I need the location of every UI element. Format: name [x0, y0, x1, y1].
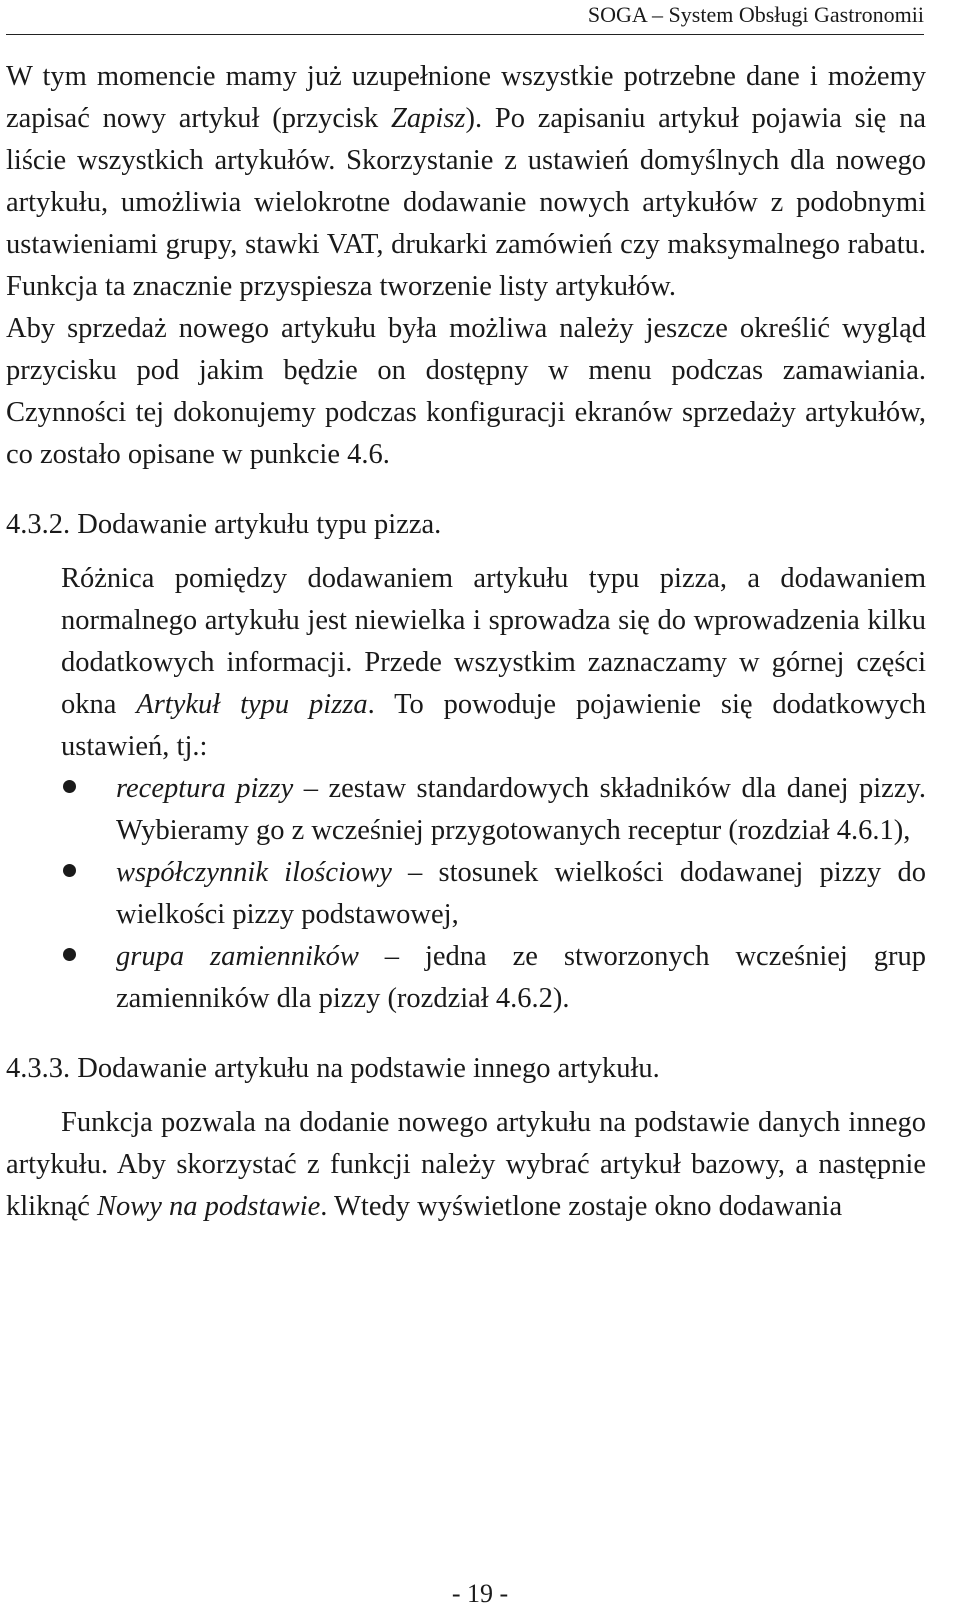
- section-heading-pizza: 4.3.2. Dodawanie artykułu typu pizza.: [6, 509, 442, 540]
- page-footer: [0, 1578, 960, 1610]
- running-header: [588, 0, 924, 30]
- bullet-icon: [63, 864, 76, 877]
- list-item: [61, 936, 926, 1020]
- list-item-text: – jedna ze stworzonych wcześniej grup zamienników dla pizzy (rozdział 4.6.2).: [116, 941, 926, 1014]
- paragraph-pizza-intro: [61, 558, 926, 768]
- para1-text-end: ). Po zapisaniu artykuł pojawia się na liście wszystkich artykułów. Skorzystanie z ustawień domyślnych dla nowego artykułu, umożliwia wielokrotne dodawanie nowych artykułów z podobnymi ustawieniami grupy, stawki VAT, drukarki zamówień czy maksymalnego rabatu. Funkcja ta znacznie przyspiesza tworzenie listy artykułów.: [6, 103, 926, 302]
- list-item: [61, 852, 926, 936]
- list-item-text: – stosunek wielkości dodawanej pizzy do wielkości pizzy podstawowej,: [116, 857, 926, 930]
- bullet-icon: [63, 780, 76, 793]
- list-item-term: grupa zamienników: [116, 941, 359, 972]
- new-based-on-reference: Nowy na podstawie: [97, 1191, 321, 1222]
- header-title: SOGA – System Obsługi Gastronomii: [587, 2, 924, 27]
- based-on-text-end: . Wtedy wyświetlone zostaje okno dodawania: [320, 1191, 843, 1222]
- paragraph-sale-button: Aby sprzedaż nowego artykułu była możliwa należy jeszcze określić wygląd przycisku pod jakim będzie on dostępny w menu podczas zamawiania. Czynności tej dokonujemy podczas konfiguracji ekranów sprzedaży artykułów, co zostało opisane w punkcie 4.6.: [6, 313, 926, 470]
- bullet-icon: [63, 948, 76, 961]
- list-item-term: receptura pizzy: [116, 773, 294, 804]
- page-number: - 19 -: [451, 1579, 509, 1608]
- list-item: [61, 768, 926, 852]
- pizza-intro-start: Różnica pomiędzy dodawaniem artykułu typu pizza, a dodawaniem normalnego artykułu jest niewielka i sprowadza się do wprowadzenia kilku dodatkowych informacji. Przede wszystkim zaznaczamy w górnej części okna: [61, 563, 926, 720]
- pizza-option-reference: Artykuł typu pizza: [136, 689, 368, 720]
- paragraph-based-on: [6, 1102, 926, 1228]
- section-heading-based-on: 4.3.3. Dodawanie artykułu na podstawie innego artykułu.: [6, 1053, 660, 1084]
- list-item-term: współczynnik ilościowy: [116, 857, 392, 888]
- header-rule: [6, 34, 924, 35]
- pizza-settings-list: [61, 768, 926, 1020]
- pizza-intro-end: . To powoduje pojawienie się dodatkowych ustawień, tj.:: [61, 689, 926, 762]
- page-content: [6, 56, 926, 1228]
- save-button-reference: Zapisz: [391, 103, 466, 134]
- para1-text-start: W tym momencie mamy już uzupełnione wszystkie potrzebne dane i możemy zapisać nowy artykuł (przycisk: [6, 61, 926, 134]
- paragraph-save-article: [6, 56, 926, 308]
- based-on-text-start: Funkcja pozwala na dodanie nowego artykułu na podstawie danych innego artykułu. Aby skorzystać z funkcji należy wybrać artykuł bazowy, a następnie kliknąć: [6, 1107, 926, 1222]
- list-item-text: – zestaw standardowych składników dla danej pizzy. Wybieramy go z wcześniej przygotowanych receptur (rozdział 4.6.1),: [116, 773, 926, 846]
